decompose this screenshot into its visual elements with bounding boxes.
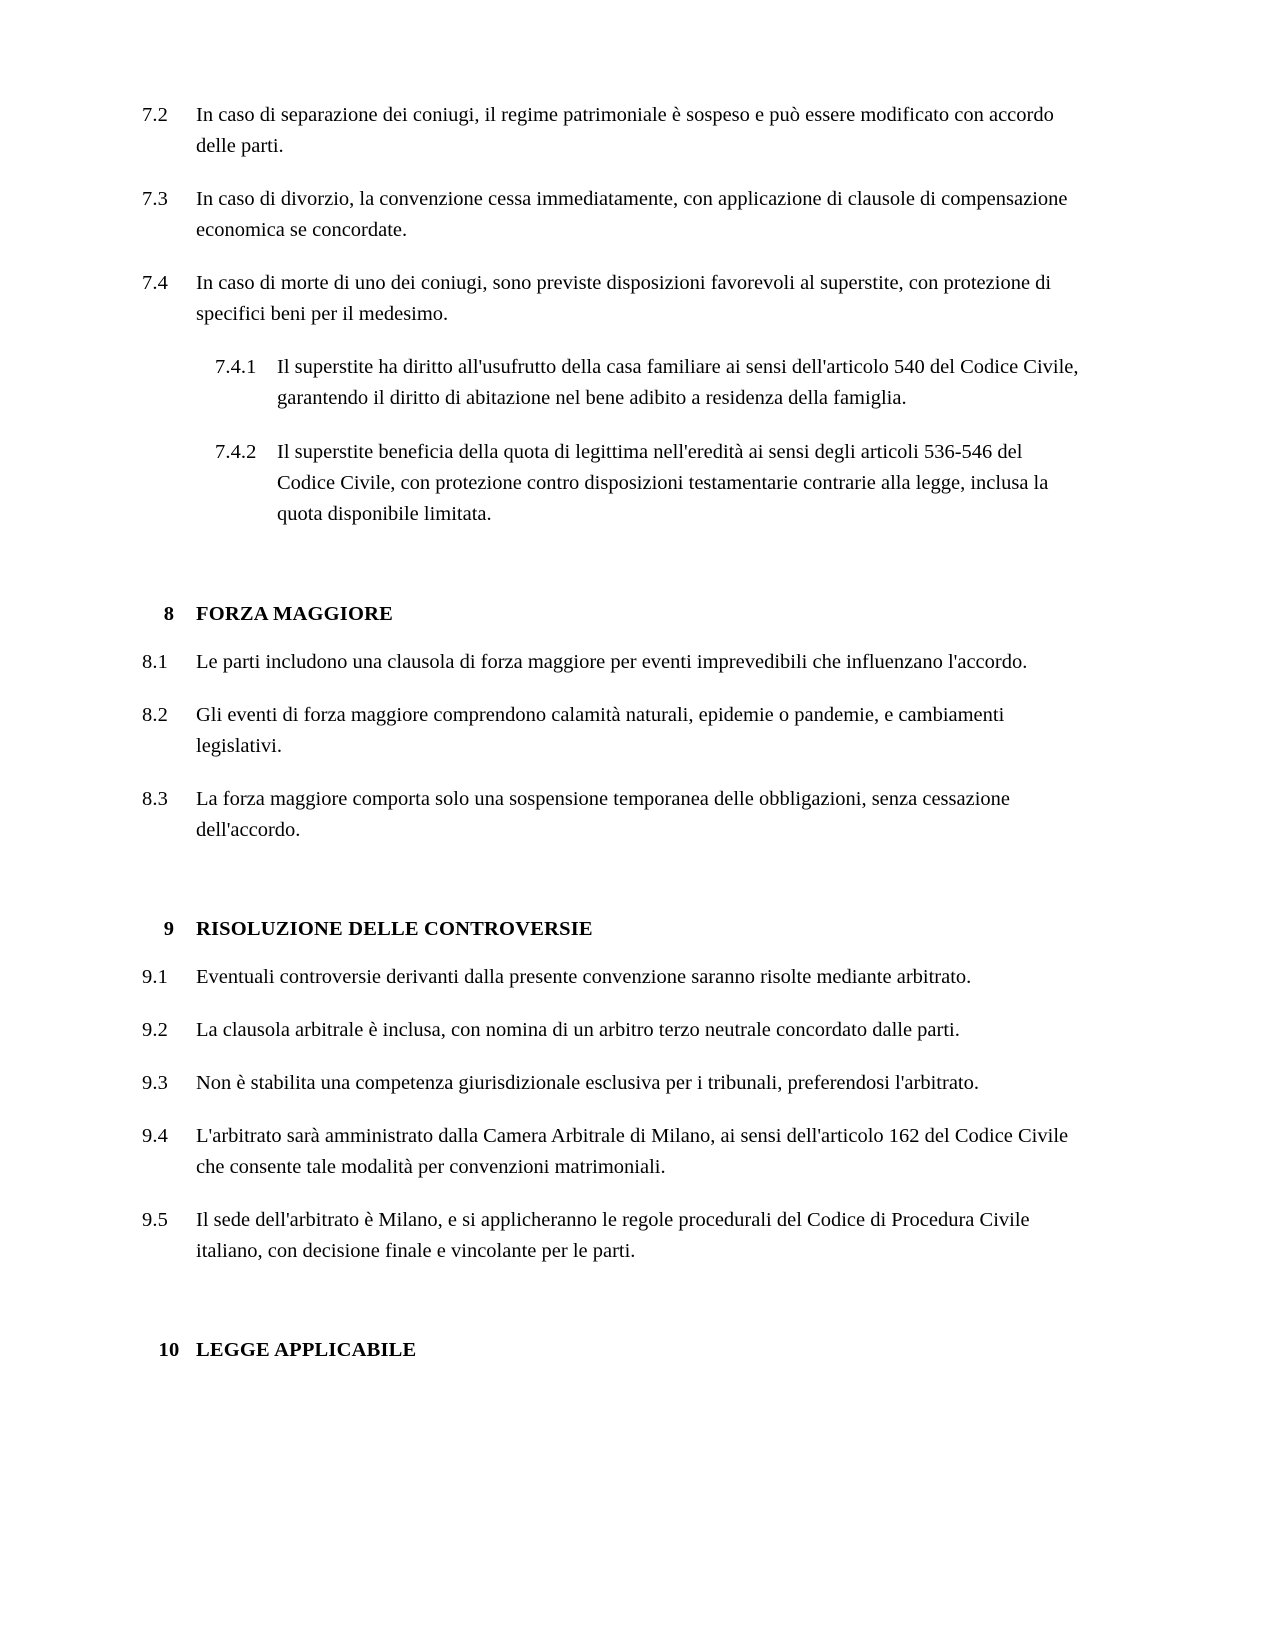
clause-number: 9.2 (142, 1019, 168, 1041)
clause-9-5 (142, 1205, 1080, 1267)
clause-9-1 (142, 962, 1080, 993)
section-heading-8 (142, 599, 1080, 630)
clause-8-2 (142, 700, 1080, 762)
clause-number: 8.1 (142, 651, 168, 673)
clause-number: 9.1 (142, 966, 168, 988)
clause-number: 7.4.1 (215, 356, 257, 378)
clause-8-1 (142, 647, 1080, 678)
clause-text: Eventuali controversie derivanti dalla presente convenzione saranno risolte mediante arbitrato. (196, 966, 972, 988)
section-spacer (142, 868, 1080, 914)
section-number: 10 (158, 1339, 180, 1361)
clause-number: 8.2 (142, 704, 168, 726)
clause-text: Il superstite ha diritto all'usufrutto della casa familiare ai sensi dell'articolo 540 del Codice Civile, garantendo il diritto di abitazione nel bene adibito a residenza della famiglia. (277, 356, 1079, 409)
clause-text: Non è stabilita una competenza giurisdizionale esclusiva per i tribunali, preferendosi l'arbitrato. (196, 1072, 979, 1094)
heading-spacer (142, 630, 1080, 647)
clause-text: Gli eventi di forza maggiore comprendono calamità naturali, epidemie o pandemie, e cambiamenti legislativi. (196, 704, 1005, 757)
heading-spacer (142, 945, 1080, 962)
clause-7-3 (142, 184, 1080, 246)
section-spacer (142, 553, 1080, 599)
clause-7-4 (142, 268, 1080, 330)
clause-number: 7.4 (142, 272, 168, 294)
clause-8-3 (142, 784, 1080, 846)
clause-9-4 (142, 1121, 1080, 1183)
clause-9-3 (142, 1068, 1080, 1099)
section-title: FORZA MAGGIORE (196, 603, 393, 625)
clause-text: La clausola arbitrale è inclusa, con nomina di un arbitro terzo neutrale concordato dalle parti. (196, 1019, 960, 1041)
section-heading-9 (142, 914, 1080, 945)
clause-7-4-1 (215, 352, 1080, 414)
clause-number: 8.3 (142, 788, 168, 810)
section-number: 8 (163, 603, 175, 625)
section-heading-10 (142, 1335, 1080, 1366)
clause-text: Il sede dell'arbitrato è Milano, e si applicheranno le regole procedurali del Codice di Procedura Civile italiano, con decisione finale e vincolante per le parti. (196, 1209, 1030, 1262)
clause-text: Il superstite beneficia della quota di legittima nell'eredità ai sensi degli articoli 536-546 del Codice Civile, con protezione contro disposizioni testamentarie contrarie alla legge, inclusa la quota disponibile limitata. (277, 441, 1049, 525)
clause-number: 9.4 (142, 1125, 168, 1147)
clause-text: La forza maggiore comporta solo una sospensione temporanea delle obbligazioni, senza cessazione dell'accordo. (196, 788, 1011, 841)
clause-7-2 (142, 100, 1080, 162)
clause-7-4-2 (215, 437, 1080, 530)
clause-number: 9.3 (142, 1072, 168, 1094)
clause-number: 7.3 (142, 188, 168, 210)
section-title: RISOLUZIONE DELLE CONTROVERSIE (196, 918, 593, 940)
section-title: LEGGE APPLICABILE (196, 1339, 417, 1361)
clause-9-2 (142, 1015, 1080, 1046)
clause-number: 9.5 (142, 1209, 168, 1231)
section-spacer (142, 1289, 1080, 1335)
clause-text: In caso di divorzio, la convenzione cessa immediatamente, con applicazione di clausole di compensazione economica se concordate. (196, 188, 1068, 241)
section-number: 9 (163, 918, 175, 940)
clause-text: In caso di morte di uno dei coniugi, sono previste disposizioni favorevoli al superstite, con protezione di specifici beni per il medesimo. (196, 272, 1052, 325)
clause-number: 7.2 (142, 104, 168, 126)
clause-number: 7.4.2 (215, 441, 257, 463)
clause-text: Le parti includono una clausola di forza maggiore per eventi imprevedibili che influenzano l'accordo. (196, 651, 1028, 673)
clause-text: L'arbitrato sarà amministrato dalla Camera Arbitrale di Milano, ai sensi dell'articolo 162 del Codice Civile che consente tale modalità per convenzioni matrimoniali. (196, 1125, 1069, 1178)
clause-text: In caso di separazione dei coniugi, il regime patrimoniale è sospeso e può essere modificato con accordo delle parti. (196, 104, 1054, 157)
